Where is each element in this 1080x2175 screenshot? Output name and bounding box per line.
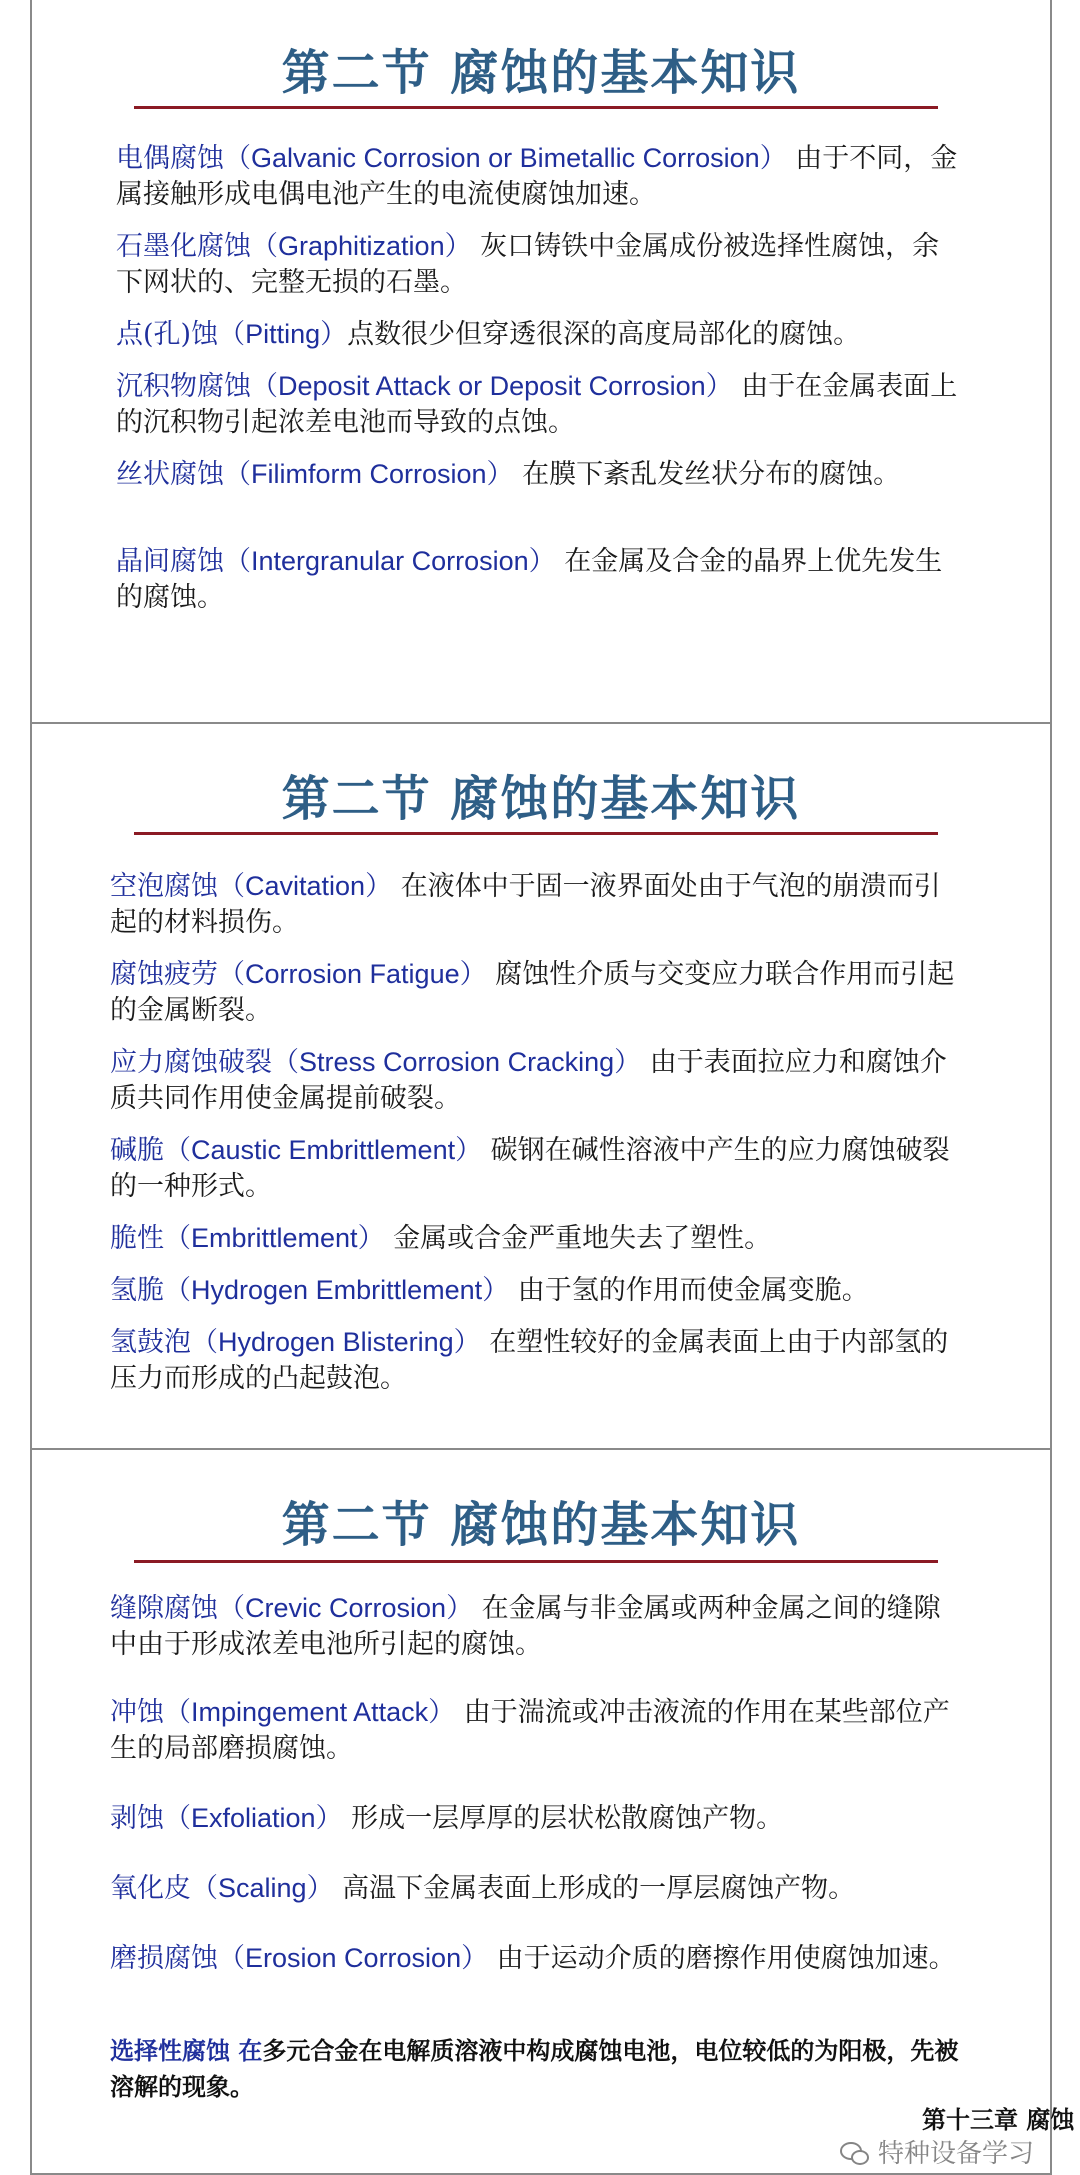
entry-galvanic-corrosion xyxy=(116,140,960,213)
entry-corrosion-fatigue xyxy=(110,956,960,1029)
entry-term: 晶间腐蚀（Intergranular Corrosion） xyxy=(116,546,556,577)
slide-3 xyxy=(30,1448,1075,2175)
slide-2 xyxy=(30,722,1052,1450)
entry-description: 碳钢在碱性溶液中产生的应力腐蚀破裂的一种形式。 xyxy=(110,1135,950,1202)
entry-embrittlement xyxy=(110,1220,960,1257)
entry-description: 在液体中于固一液界面处由于气泡的崩溃而引起的材料损伤。 xyxy=(110,871,941,938)
entry-crevice-corrosion xyxy=(110,1590,960,1663)
selective-corrosion-note xyxy=(110,2033,980,2105)
title-underline xyxy=(134,832,938,835)
slide-title: 第二节 腐蚀的基本知识 xyxy=(281,1497,801,1553)
entry-description: 在塑性较好的金属表面上由于内部氢的压力而形成的凸起鼓泡。 xyxy=(110,1327,949,1394)
slide-title: 第二节 腐蚀的基本知识 xyxy=(281,771,801,827)
entry-term: 冲蚀（Impingement Attack） xyxy=(110,1697,456,1728)
entry-description: 灰口铸铁中金属成份被选择性腐蚀，余下网状的、完整无损的石墨。 xyxy=(116,231,940,298)
entry-description: 腐蚀性介质与交变应力联合作用而引起的金属断裂。 xyxy=(110,959,955,1026)
entry-description: 由于表面拉应力和腐蚀介质共同作用使金属提前破裂。 xyxy=(110,1047,947,1114)
entry-description: 金属或合金严重地失去了塑性。 xyxy=(384,1223,772,1254)
entry-term: 腐蚀疲劳（Corrosion Fatigue） xyxy=(110,959,487,990)
entry-term: 电偶腐蚀（Galvanic Corrosion or Bimetallic Corrosion） xyxy=(116,143,787,174)
slide-1 xyxy=(30,0,1052,724)
entry-term: 脆性（Embrittlement） xyxy=(110,1223,385,1254)
entry-graphitization xyxy=(116,228,960,301)
entry-term: 剥蚀（Exfoliation） xyxy=(110,1803,343,1834)
entry-stress-corrosion-cracking xyxy=(110,1044,960,1117)
entry-description: 由于氢的作用而使金属变脆。 xyxy=(509,1275,869,1306)
slide-title: 第二节 腐蚀的基本知识 xyxy=(281,45,801,101)
entry-description: 在金属及合金的晶界上优先发生的腐蚀。 xyxy=(116,546,943,613)
entry-erosion-corrosion xyxy=(110,1940,960,1977)
entry-description: 由于不同，金属接触形成电偶电池产生的电流使腐蚀加速。 xyxy=(116,143,958,210)
entry-term: 沉积物腐蚀（Deposit Attack or Deposit Corrosion） xyxy=(116,371,733,402)
watermark-text: 特种设备学习 xyxy=(878,2139,1035,2169)
entry-hydrogen-embrittlement xyxy=(110,1272,960,1309)
note-term: 选择性腐蚀 在 xyxy=(110,2037,263,2065)
entry-term: 丝状腐蚀（Filimform Corrosion） xyxy=(116,459,514,490)
entry-description: 点数很少但穿透很深的高度局部化的腐蚀。 xyxy=(347,319,861,350)
entry-impingement-attack xyxy=(110,1694,960,1767)
entry-filimform-corrosion xyxy=(116,456,960,493)
entry-term: 氢脆（Hydrogen Embrittlement） xyxy=(110,1275,510,1306)
entry-term: 缝隙腐蚀（Crevic Corrosion） xyxy=(110,1593,474,1624)
entry-scaling xyxy=(110,1870,960,1907)
entry-term: 氢鼓泡（Hydrogen Blistering） xyxy=(110,1327,481,1358)
entry-deposit-corrosion xyxy=(116,368,960,441)
entry-description: 高温下金属表面上形成的一厚层腐蚀产物。 xyxy=(333,1873,856,1904)
entry-description: 由于运动介质的磨擦作用使腐蚀加速。 xyxy=(488,1943,956,1974)
entry-term: 碱脆（Caustic Embrittlement） xyxy=(110,1135,483,1166)
chapter-footer: 第十三章 腐蚀 xyxy=(922,2106,1075,2134)
entry-term: 氧化皮（Scaling） xyxy=(110,1873,334,1904)
entry-term: 点(孔)蚀（Pitting） xyxy=(116,319,348,350)
entry-description: 在金属与非金属或两种金属之间的缝隙中由于形成浓差电池所引起的腐蚀。 xyxy=(110,1593,941,1660)
entry-term: 应力腐蚀破裂（Stress Corrosion Cracking） xyxy=(110,1047,642,1078)
watermark xyxy=(840,2133,1034,2170)
entry-term: 磨损腐蚀（Erosion Corrosion） xyxy=(110,1943,489,1974)
entry-intergranular-corrosion xyxy=(116,543,960,616)
entry-exfoliation xyxy=(110,1800,960,1837)
entry-term: 空泡腐蚀（Cavitation） xyxy=(110,871,393,902)
entry-hydrogen-blistering xyxy=(110,1324,960,1397)
entry-term: 石墨化腐蚀（Graphitization） xyxy=(116,231,472,262)
entry-caustic-embrittlement xyxy=(110,1132,960,1205)
title-underline xyxy=(134,1560,938,1563)
entry-pitting xyxy=(116,316,960,353)
entry-description: 由于湍流或冲击液流的作用在某些部位产生的局部磨损腐蚀。 xyxy=(110,1697,950,1764)
wechat-icon xyxy=(840,2140,870,2164)
entry-description: 在膜下紊乱发丝状分布的腐蚀。 xyxy=(513,459,901,490)
note-text: 多元合金在电解质溶液中构成腐蚀电池，电位较低的为阳极，先被溶解的现象。 xyxy=(110,2037,959,2101)
entry-cavitation xyxy=(110,868,960,941)
title-underline xyxy=(134,106,938,109)
entry-description: 由于在金属表面上的沉积物引起浓差电池而导致的点蚀。 xyxy=(116,371,958,438)
entry-description: 形成一层厚厚的层状松散腐蚀产物。 xyxy=(342,1803,784,1834)
